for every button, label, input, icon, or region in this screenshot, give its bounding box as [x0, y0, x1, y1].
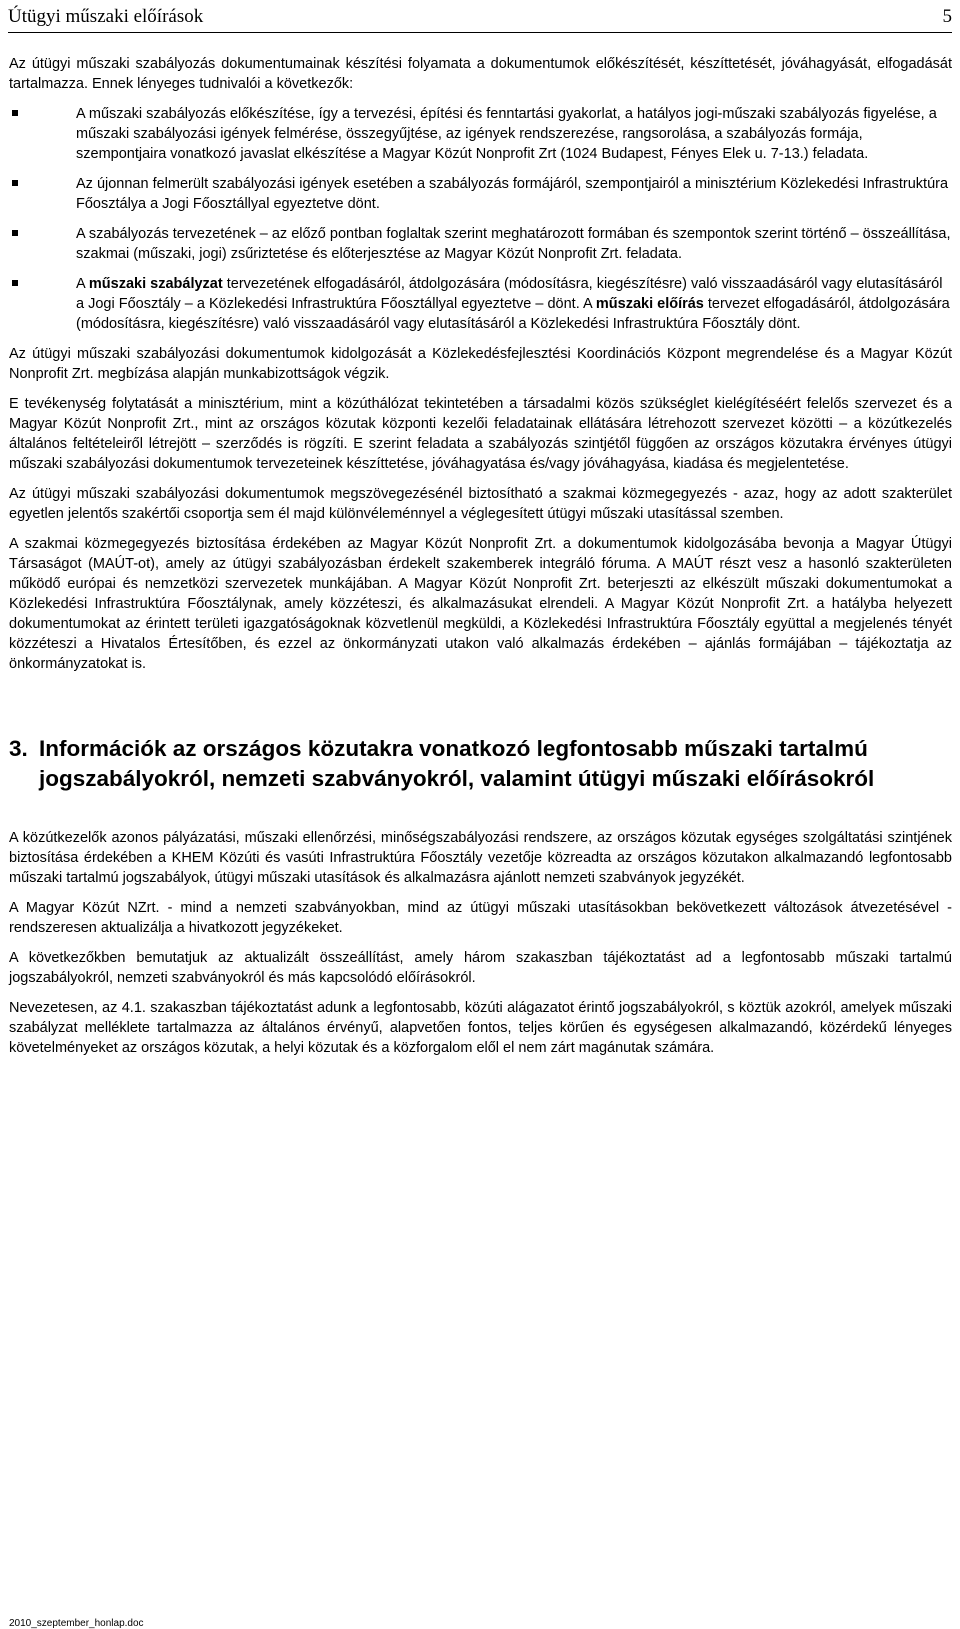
page-footer: 2010_szeptember_honlap.doc: [9, 1618, 144, 1629]
body-paragraph: Az útügyi műszaki szabályozási dokumentumok megszövegezésénél biztosítható a szakmai közmegegyezés - azaz, hogy az adott szakterület egyetlen jelentős szakértői csoportja sem él majd különvéleménnyel a véglegesített útügyi műszaki utasítással szemben.: [9, 486, 952, 522]
section-title: Információk az országos közutakra vonatkozó legfontosabb műszaki tartalmú jogszabályokról, nemzeti szabványokról, valamint útügyi műszaki előírásokról: [39, 736, 875, 791]
list-item-text: Az újonnan felmerült szabályozási igények esetében a szabályozás formájáról, szempontjairól a minisztérium Közlekedési Infrastruktúra Főosztálya a Jogi Főosztállyal egyeztetve dönt.: [76, 176, 949, 212]
list-item: [9, 174, 952, 214]
body-paragraph: A Magyar Közút NZrt. - mind a nemzeti szabványokban, mind az útügyi műszaki utasításokban bekövetkezett változások átvezetésével - rendszeresen aktualizálja a hivatkozott jegyzékeket.: [9, 900, 952, 936]
intro-paragraph: Az útügyi műszaki szabályozás dokumentumainak készítési folyamata a dokumentumok előkészítését, készíttetését, jóváhagyását, elfogadását tartalmazza. Ennek lényeges tudnivalói a következők:: [9, 56, 952, 92]
list-item: [9, 224, 952, 264]
list-item: [9, 274, 952, 334]
document-body: [9, 54, 952, 1068]
square-bullet-icon: [12, 230, 18, 236]
body-paragraph: A szakmai közmegegyezés biztosítása érdekében az Magyar Közút Nonprofit Zrt. a dokumentumok kidolgozásába bevonja a Magyar Útügyi Társaságot (MAÚT-ot), amely az útügyi szabályozásban érdekelt szakemberek integráló fóruma. A MAÚT részt vesz a hasonló szakterületen működő európai és nemzetközi szervezetek munkájában. A Magyar Közút Nonprofit Zrt. beterjeszti az elkészült műszaki dokumentumokat a Közlekedési Infrastruktúra Főosztálynak, amely közzéteszi, és alkalmazásukat elrendeli. A Magyar Közút Nonprofit Zrt. a hatályba helyezett dokumentumokat az érintett területi igazgatóságoknak közvetlenül megküldi, a Közlekedési Infrastruktúra Főosztály együttal a megjelenés tényét közzéteszi a Hivatalos Értesítőben, és ezzel az önkormányzati utakon való alkalmazás érdekében – ajánlás formájában – tájékoztatja az önkormányzatokat is.: [9, 536, 952, 672]
list-item-text: [76, 276, 950, 332]
square-bullet-icon: [12, 110, 18, 116]
square-bullet-icon: [12, 180, 18, 186]
text-run: tervezetének elfogadásáról, átdolgozására (módosításra, kiegészítésre) való visszaadásáról vagy elutasításáról a Jogi Főosztály – a Közlekedési Infrastruktúra Főosztállyal egyeztetve – dönt. A: [76, 276, 943, 312]
section-number: 3.: [9, 736, 28, 761]
section-heading: [9, 734, 952, 794]
process-list: [9, 104, 952, 334]
text-run: tervezet elfogadásáról, átdolgozására (módosításra, kiegészítésre) való visszaadásáról vagy elutasításáról a Közlekedési Infrastruktúra Főosztály dönt.: [76, 296, 950, 332]
list-item: [9, 104, 952, 164]
bold-term: műszaki szabályzat: [88, 276, 223, 292]
body-paragraph: E tevékenység folytatását a minisztérium, mint a közúthálózat tekintetében a társadalmi közös szükséglet kielégítéséért felelős szervezet és a Magyar Közút Nonprofit Zrt., mint az országos közutak központi kezelői feladatainak ellátására létrehozott szervezet közötti – a közútkezelés általános feltételeiről létrejött – szerződés is rögzíti. E szerint feladata a szabályozás szintjétől függően az országos közutakra érvényes útügyi műszaki szabályozási dokumentumok tervezeteinek készíttetése, jóváhagyatása és/vagy jóváhagyása, kiadása és megjelentetése.: [9, 396, 952, 472]
page-header: [8, 2, 952, 33]
body-paragraph: Nevezetesen, az 4.1. szakaszban tájékoztatást adunk a legfontosabb, közúti alágazatot érintő jogszabályokról, s köztük azokról, amelyek műszaki szabályzat melléklete tartalmazza az általános érvényű, alapvetően fontos, teljes körűen és egységesen alkalmazandó, közérdekű lényeges követelményeket az országos közutak, a helyi közutak és a közforgalom elől el nem zárt magánutak számára.: [9, 1000, 952, 1056]
square-bullet-icon: [12, 280, 18, 286]
page-number: 5: [942, 6, 952, 27]
bold-term: műszaki előírás: [595, 296, 704, 312]
list-item-text: A szabályozás tervezetének – az előző pontban foglaltak szerint meghatározott formában és szempontok szerint történő – összeállítása, szakmai (műszaki, jogi) zsűriztetése és előterjesztése az Magyar Közút Nonprofit Zrt. feladata.: [76, 226, 951, 262]
body-paragraph: Az útügyi műszaki szabályozási dokumentumok kidolgozását a Közlekedésfejlesztési Koordinációs Központ megrendelése és a Magyar Közút Nonprofit Zrt. megbízása alapján munkabizottságok végzik.: [9, 346, 952, 382]
list-item-text: A műszaki szabályozás előkészítése, így a tervezési, építési és fenntartási gyakorlat, a hatályos jogi-műszaki szabályozás figyelése, a műszaki szabályozási igények felmérése, összegyűjtése, az igények rendszerezése, rangsorolása, a szabályozás formája, szempontjaira vonatkozó javaslat elkészítése a Magyar Közút Nonprofit Zrt (1024 Budapest, Fényes Elek u. 7-13.) feladata.: [76, 106, 937, 162]
text-run: A: [76, 276, 89, 292]
header-title: Útügyi műszaki előírások: [8, 6, 204, 27]
body-paragraph: A következőkben bemutatjuk az aktualizált összeállítást, amely három szakaszban tájékoztatást ad a legfontosabb műszaki tartalmú jogszabályokról, nemzeti szabványokról és más kapcsolódó előírásokról.: [9, 950, 952, 986]
body-paragraph: A közútkezelők azonos pályázatási, műszaki ellenőrzési, minőségszabályozási rendszere, az országos közutak egységes szolgáltatási szintjének biztosítása érdekében a KHEM Közúti és vasúti Infrastruktúra Főosztály vezetője közreadta az országos közutakon alkalmazandó legfontosabb műszaki tartalmú jogszabályok, útügyi műszaki utasítások és alkalmazásra ajánlott nemzeti szabványok jegyzékét.: [9, 830, 952, 886]
